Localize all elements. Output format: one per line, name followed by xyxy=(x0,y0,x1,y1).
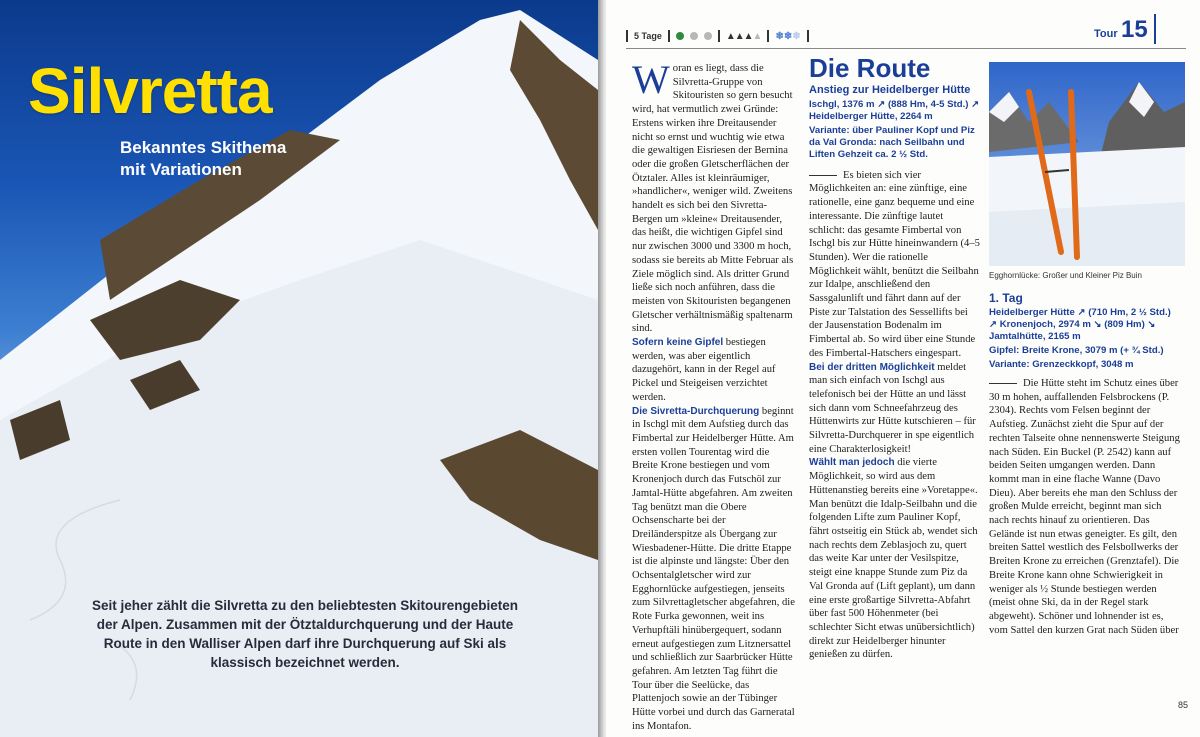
lead-in: Sofern keine Gipfel xyxy=(632,337,724,349)
paragraph xyxy=(632,336,796,405)
right-page xyxy=(606,0,1200,737)
paragraph xyxy=(809,169,981,361)
divider xyxy=(668,30,670,42)
lead-in: Wählt man jedoch xyxy=(809,457,895,469)
page-number: 85 xyxy=(1177,700,1188,710)
paragraph-text: die vierte Möglichkeit, so wird aus dem Hüttenanstieg bereits eine »Voretappe«. Man benützt die Idalp-Seilbahn und die folgenden Lifte zum Pauliner Kopf, fährt ostseitig ein Stück ab, wendet sich nach rechts dem Zeblasjoch zu, quert das weite Kar unter der Vesilspitze, steigt eine knappe Stunde zum Piz da Val Gronda auf (Lift geplant), um dann eine erste großartige Silvretta-Abfahrt über fast 500 Höhenmeter (bei schlechter Sicht etwas unübersichtlich) direkt zur Heidelberger hinunter genießen zu dürfen. xyxy=(809,457,978,661)
dash-rule xyxy=(989,383,1017,384)
page-subtitle xyxy=(120,137,320,181)
day-variant: Variante: Grenzeckkopf, 3048 m xyxy=(989,359,1134,370)
paragraph-text: oran es liegt, dass die Silvretta-Gruppe von Skitouristen so gern besucht wird, hat vermutlich zwei Gründe: Erstens wirken ihre Dreitausender nicht so ernst und wuchtig wie etwa die gewaltigen Eisriesen der Bernina oder die großen Gletscherflächen der Ötztaler. Alles ist kleinräumiger, »handlicher«, weniger wild. Zweitens handelt es sich bei den Sivretta-Bergen um »kleine« Dreitausender, das heißt, die wichtigen Gipfel sind nur zwischen 3000 und 3300 m hoch, sodass sie bereits ab Mitte Februar als Ziele möglich sind. Als dritter Grund ließe sich noch anführen, dass die meisten von Skitouristen begangenen Gletscher verhältnismäßig spaltenarm sind. xyxy=(632,63,794,335)
paragraph xyxy=(632,405,796,734)
paragraph xyxy=(809,456,981,662)
subtitle-line: Bekanntes Skithema xyxy=(120,138,287,157)
lead-in: Die Sivretta-Durchquerung xyxy=(632,405,760,417)
subtitle-line: mit Variationen xyxy=(120,160,242,179)
difficulty-dot-icon xyxy=(690,32,698,40)
paragraph-text: beginnt in Ischgl mit dem Aufstieg durch das Fimbertal zur Heidelberger Hütte. Am ersten vollen Tourentag wird die Breite Krone bestiegen und vom Kronenjoch durch das Futschöl zur Jamtal-Hütte abgefahren. Am zweiten Tag benützt man die Obere Ochsenscharte bei der Dreiländerspitze als Übergang zur Wiesbadener-Hütte. Die dritte Etappe ist die alpinste und längste: Über den Ochsentalgletscher wird zur Egghornlücke aufgestiegen, jenseits zum Silvrettagletscher abgefahren, die Rote Furka gewonnen, weit ins Verhupftäli hinübergequert, sodann erneut aufgestiegen zum Litznersattel und schließlich zur Saarbrücker Hütte gefahren. Am letzten Tag führt die Tour über die Seelücke, das Plattenjoch sowie an der Tübinger Hütte vorbei und durch das Garneratal ins Montafon. xyxy=(632,405,795,732)
column-day1 xyxy=(989,292,1181,637)
day-summary: Heidelberger Hütte ↗ (710 Hm, 2 ½ Std.) ↗ Kronenjoch, 2974 m ↘ (809 Hm) ↘ Jamtalhütte, 2165 m xyxy=(989,307,1171,342)
divider xyxy=(626,30,628,42)
tour-marker xyxy=(1154,14,1156,44)
difficulty-dot-icon xyxy=(676,32,684,40)
tour-header xyxy=(626,28,809,44)
paragraph-text: bestiegen werden, was aber eigentlich dazugehört, kann in der Regel auf Pickel und Steigeisen verzichtet werden. xyxy=(632,337,776,403)
photo-caption: Egghornlücke: Großer und Kleiner Piz Buin xyxy=(989,271,1142,280)
lead-in: Bei der dritten Möglichkeit xyxy=(809,361,935,373)
left-page xyxy=(0,0,598,737)
day-heading: 1. Tag xyxy=(989,291,1023,305)
section-title: Die Route xyxy=(809,53,931,83)
days-label: 5 Tage xyxy=(634,31,662,41)
paragraph-text: Die Hütte steht im Schutz eines über 30 m hohen, auffallenden Felsbrockens (P. 2304). Rechts vom Felsen beginnt der Aufstieg. Zunächst zieht die Spur auf der rechten Talseite ohne nennenswerte Steigung nach Süden. Ein Buckel (P. 2542) kann auf beiden Seiten umgangen werden. Dann kommt man in eine flache Wanne (Davo Dieu). Aber bereits ehe man den Schluss der großen Mulde erreicht, beginnt man sich nach rechts hinauf zu orientieren. Das Gelände ist nun etwas geneigter. Es gilt, den breiten Sattel westlich des Felsbollwerks der Breiten Krone zu erreichen (Grenztafel). Die Breite Krone kann ohne Schwierigkeit in weniger als ½ Stunde bestiegen werden (meist ohne Ski, da in der Regel stark abgeweht). Schöner und lohnender ist es, vom Sattel den kurzen Grat nach Süden über xyxy=(989,378,1180,636)
page-title: Silvretta xyxy=(28,55,272,127)
approach-heading: Anstieg zur Heidelberger Hütte xyxy=(809,83,971,96)
divider xyxy=(767,30,769,42)
intro-caption: Seit jeher zählt die Silvretta zu den beliebtesten Skitourengebieten der Alpen. Zusammen mit der Ötztaldurchquerung und der Haute Route in den Walliser Alpen darf ihre Durchquerung auf Ski als klassisch bezeichnet werden. xyxy=(91,598,519,670)
column-intro xyxy=(632,57,796,733)
dropcap: W xyxy=(632,57,670,102)
divider xyxy=(807,30,809,42)
intro-paragraph xyxy=(632,57,796,336)
paragraph xyxy=(989,377,1181,637)
header-rule xyxy=(626,48,1186,49)
approach-variant: Variante: über Pauliner Kopf und Piz da Val Gronda: nach Seilbahn und Liften Gehzeit ca. 2 ½ Std. xyxy=(809,124,975,160)
approach-summary: Ischgl, 1376 m ↗ (888 Hm, 4-5 Std.) ↗ Heidelberger Hütte, 2264 m xyxy=(809,98,980,122)
difficulty-dot-icon xyxy=(704,32,712,40)
paragraph-text: Es bieten sich vier Möglichkeiten an: eine zünftige, eine rationelle, eine ganz bequeme und eine interessante. Die zünftige lautet schlicht: das gesamte Fimbertal von Ischgl bis zur Hütte hineinwandern (4–5 Stunden). Wer die rationelle Möglichkeit wählt, benützt die Seilbahn zur Idalpe, anschließend den Sassgalunlift und fährt dann auf der Piste zur Talstation des Sessellifts bei der Jausenstation Bodenalm im Fimbertal ab. So wird über eine Stunde des Fimbertal-Hatschers eingespart. xyxy=(809,169,980,359)
divider xyxy=(718,30,720,42)
skis-illustration xyxy=(989,62,1185,266)
day-summit: Gipfel: Breite Krone, 3079 m (+ ¾ Std.) xyxy=(989,345,1164,356)
tour-label: Tour xyxy=(1094,28,1118,40)
tour-number: 15 xyxy=(1121,16,1148,43)
snowflake-icons: ❄❄❄ xyxy=(775,30,801,42)
dash-rule xyxy=(809,175,837,176)
column-route xyxy=(809,53,981,662)
paragraph-text: meldet man sich einfach von Ischgl aus telefonisch bei der Hütte an und lässt sich dann vom Schneefahrzeug des Hüttenwirts zur Hütte kutschieren – für Silvretta-Durchquerer in spe eigentlich eine Charakterlosigkeit! xyxy=(809,361,976,455)
mountain-icons: ▲▲▲▲ xyxy=(725,30,762,42)
skis-photo xyxy=(989,62,1185,266)
paragraph xyxy=(809,361,981,457)
